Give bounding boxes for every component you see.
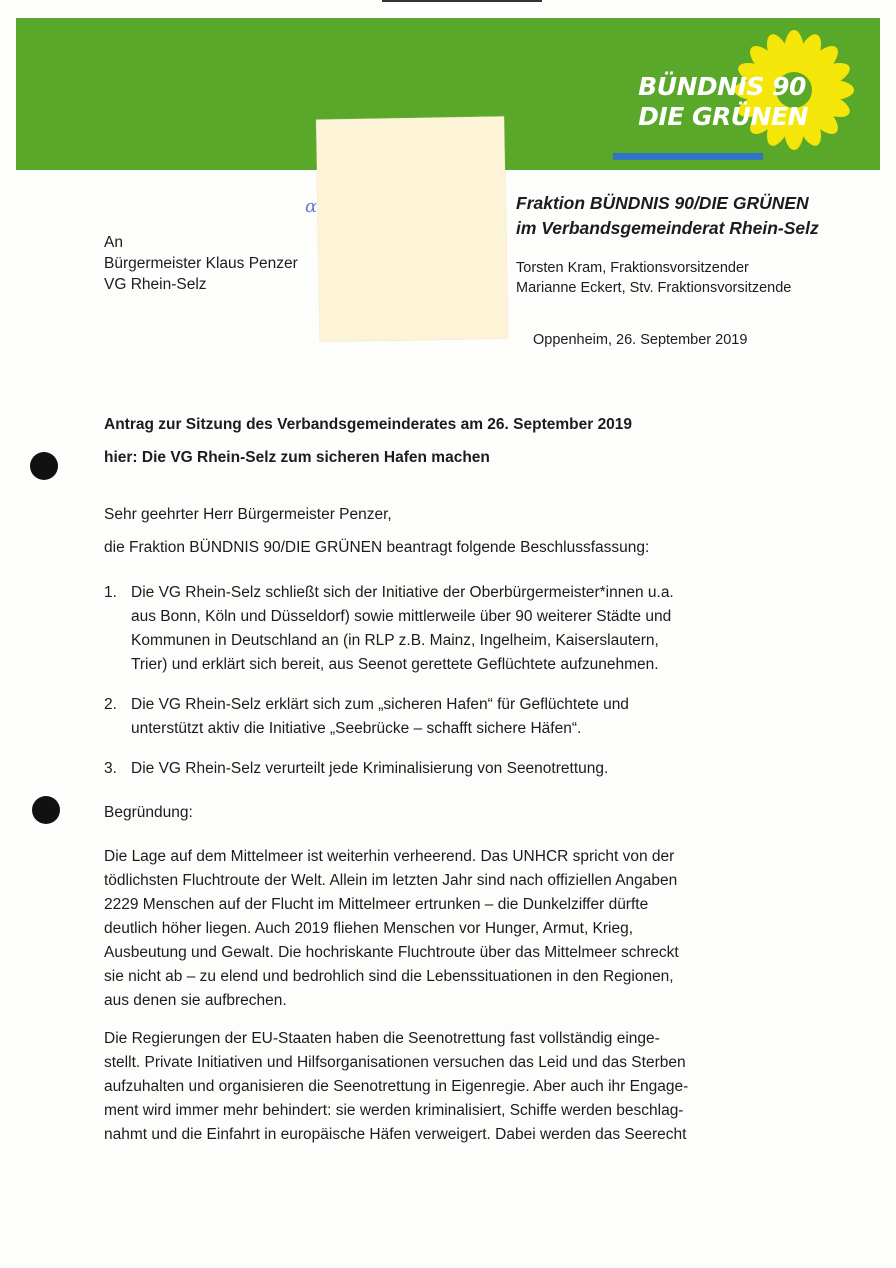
person-2: Marianne Eckert, Stv. Fraktionsvorsitzende [516,280,792,296]
paragraph-line: aus denen sie aufbrechen. [104,992,287,1009]
paragraph-line: 2229 Menschen auf der Flucht im Mittelmeer ertrunken – die Dunkelziffer dürfte [104,896,649,913]
logo-underline [613,153,763,160]
subject-line-1: Antrag zur Sitzung des Verbandsgemeinderates am 26. September 2019 [104,416,633,433]
subject-line-2: hier: Die VG Rhein-Selz zum sicheren Hafen machen [104,449,490,466]
recipient-line-1: An [104,234,123,251]
list-item-number: 3. [104,760,117,777]
list-item-line: Kommunen in Deutschland an (in RLP z.B. Mainz, Ingelheim, Kaiserslautern, [131,632,659,649]
motion-list [104,581,794,797]
recipient-address [104,232,298,295]
paragraph-line: stellt. Private Initiativen und Hilfsorganisationen versuchen das Leid und das Sterben [104,1054,686,1071]
paragraph-line: Die Regierungen der EU-Staaten haben die Seenotrettung fast vollständig einge- [104,1030,660,1047]
paragraph-line: tödlichsten Fluchtroute der Welt. Allein im letzten Jahr sind nach offiziellen Angaben [104,872,678,889]
logo-line-1: BÜNDNIS 90 [638,72,806,101]
paragraph-line: nahmt und die Einfahrt in europäische Häfen verweigert. Dabei werden das Seerecht [104,1126,687,1143]
handwritten-mark: ɑ [305,196,318,217]
paragraph-line: sie nicht ab – zu elend und bedrohlich sind die Lebenssituationen in den Regionen, [104,968,674,985]
sticky-note [316,116,508,341]
list-item [104,581,794,677]
list-item-line: Die VG Rhein-Selz erklärt sich zum „sicheren Hafen“ für Geflüchtete und [131,696,629,713]
fraktion-line-2: im Verbandsgemeinderat Rhein-Selz [516,218,819,238]
list-item [104,757,794,781]
paragraph-1 [104,845,794,1013]
sender-persons [516,258,791,298]
paragraph-2 [104,1027,794,1147]
list-item-line: Trier) und erklärt sich bereit, aus Seenot gerettete Geflüchtete aufzunehmen. [131,656,659,673]
sender-fraktion [516,191,880,241]
scan-edge-mark [382,0,542,2]
intro-text: die Fraktion BÜNDNIS 90/DIE GRÜNEN beantragt folgende Beschlussfassung: [104,539,650,556]
punch-hole-bottom [32,796,60,824]
dateline: Oppenheim, 26. September 2019 [533,332,748,348]
paragraph-line: deutlich höher liegen. Auch 2019 fliehen Menschen vor Hunger, Armut, Krieg, [104,920,634,937]
paragraph-line: Ausbeutung und Gewalt. Die hochriskante Fluchtroute über das Mittelmeer schreckt [104,944,679,961]
party-logo [638,72,808,132]
fraktion-line-1: Fraktion BÜNDNIS 90/DIE GRÜNEN [516,193,809,213]
list-item-line: unterstützt aktiv die Initiative „Seebrücke – schafft sichere Häfen“. [131,720,582,737]
recipient-line-3: VG Rhein-Selz [104,276,207,293]
recipient-line-2: Bürgermeister Klaus Penzer [104,255,298,272]
logo-line-2: DIE GRÜNEN [638,102,808,131]
list-item-line: aus Bonn, Köln und Düsseldorf) sowie mittlerweile über 90 weiterer Städte und [131,608,672,625]
list-item-line: Die VG Rhein-Selz verurteilt jede Kriminalisierung von Seenotrettung. [131,760,609,777]
list-item [104,693,794,741]
list-item-line: Die VG Rhein-Selz schließt sich der Initiative der Oberbürgermeister*innen u.a. [131,584,674,601]
punch-hole-top [30,452,58,480]
subject [104,408,632,474]
paragraph-line: aufzuhalten und organisieren die Seenotrettung in Eigenregie. Aber auch ihr Engage- [104,1078,689,1095]
list-item-number: 2. [104,696,117,713]
person-1: Torsten Kram, Fraktionsvorsitzender [516,260,749,276]
begruendung-heading: Begründung: [104,804,193,821]
salutation: Sehr geehrter Herr Bürgermeister Penzer, [104,506,392,523]
paragraph-line: Die Lage auf dem Mittelmeer ist weiterhin verheerend. Das UNHCR spricht von der [104,848,675,865]
list-item-number: 1. [104,584,117,601]
paragraph-line: ment wird immer mehr behindert: sie werden kriminalisiert, Schiffe werden beschlag- [104,1102,684,1119]
